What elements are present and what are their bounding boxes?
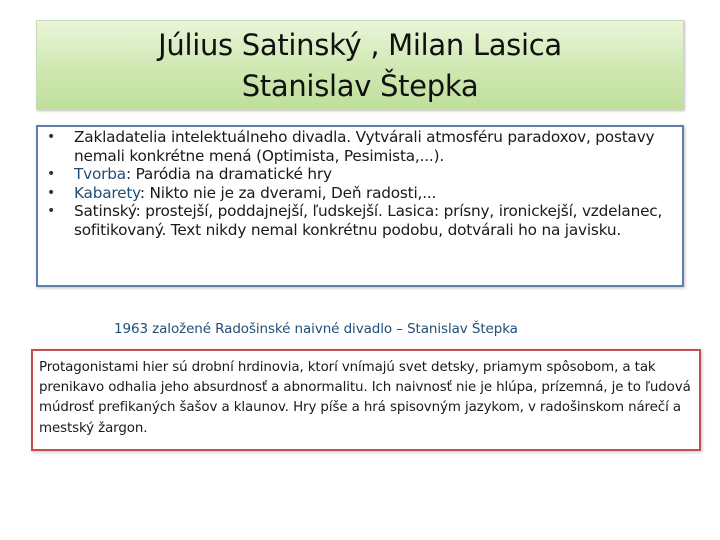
founding-note: 1963 založené Radošinské naivné divadlo – Stanislav Štepka	[114, 321, 518, 337]
bullet-item	[44, 202, 676, 239]
bullet-text: Paródia na dramatické hry	[135, 165, 332, 183]
bullet-term: Kabarety	[74, 183, 140, 202]
bullet-text: Zakladatelia intelektuálneho divadla. Vytvárali atmosféru paradoxov, postavy nemali konkrétne mená (Optimista, Pesimista,...).	[74, 128, 655, 165]
bullet-dot-icon: •	[47, 203, 56, 219]
bullet-item	[44, 128, 676, 165]
bullet-term: Tvorba	[74, 165, 126, 183]
bullet-dot-icon: •	[47, 166, 56, 182]
bullet-separator: :	[139, 183, 150, 202]
bullet-item	[44, 165, 676, 184]
bullet-list-box	[36, 125, 684, 287]
bullet-dot-icon: •	[47, 184, 56, 201]
bullet-separator: :	[125, 165, 136, 183]
bullet-text: Nikto nie je za dverami, Deň radosti,...	[149, 183, 437, 202]
title-line-1: Július Satinský , Milan Lasica	[158, 28, 562, 62]
title-line-2: Stanislav Štepka	[241, 69, 479, 103]
title-box	[36, 20, 684, 110]
description-paragraph: Protagonistami hier sú drobní hrdinovia, ktorí vnímajú svet detsky, priamym spôsobom, a tak prenikavo odhalia jeho absurdnosť a abnormalitu. Ich naivnosť nie je hlúpa, prízemná, je to ľudová múdrosť prefikaných šašov a klaunov. Hry píše a hrá spisovným jazykom, v radošinskom nárečí a mestský žargon.	[31, 349, 701, 451]
bullet-text: Satinský: prostejší, poddajnejší, ľudskejší. Lasica: prísny, ironickejší, vzdelanec, sofitikovaný. Text nikdy nemal konkrétnu podobu, dotvárali ho na javisku.	[74, 202, 663, 239]
bullet-dot-icon: •	[47, 129, 56, 145]
bullet-item	[44, 184, 676, 203]
